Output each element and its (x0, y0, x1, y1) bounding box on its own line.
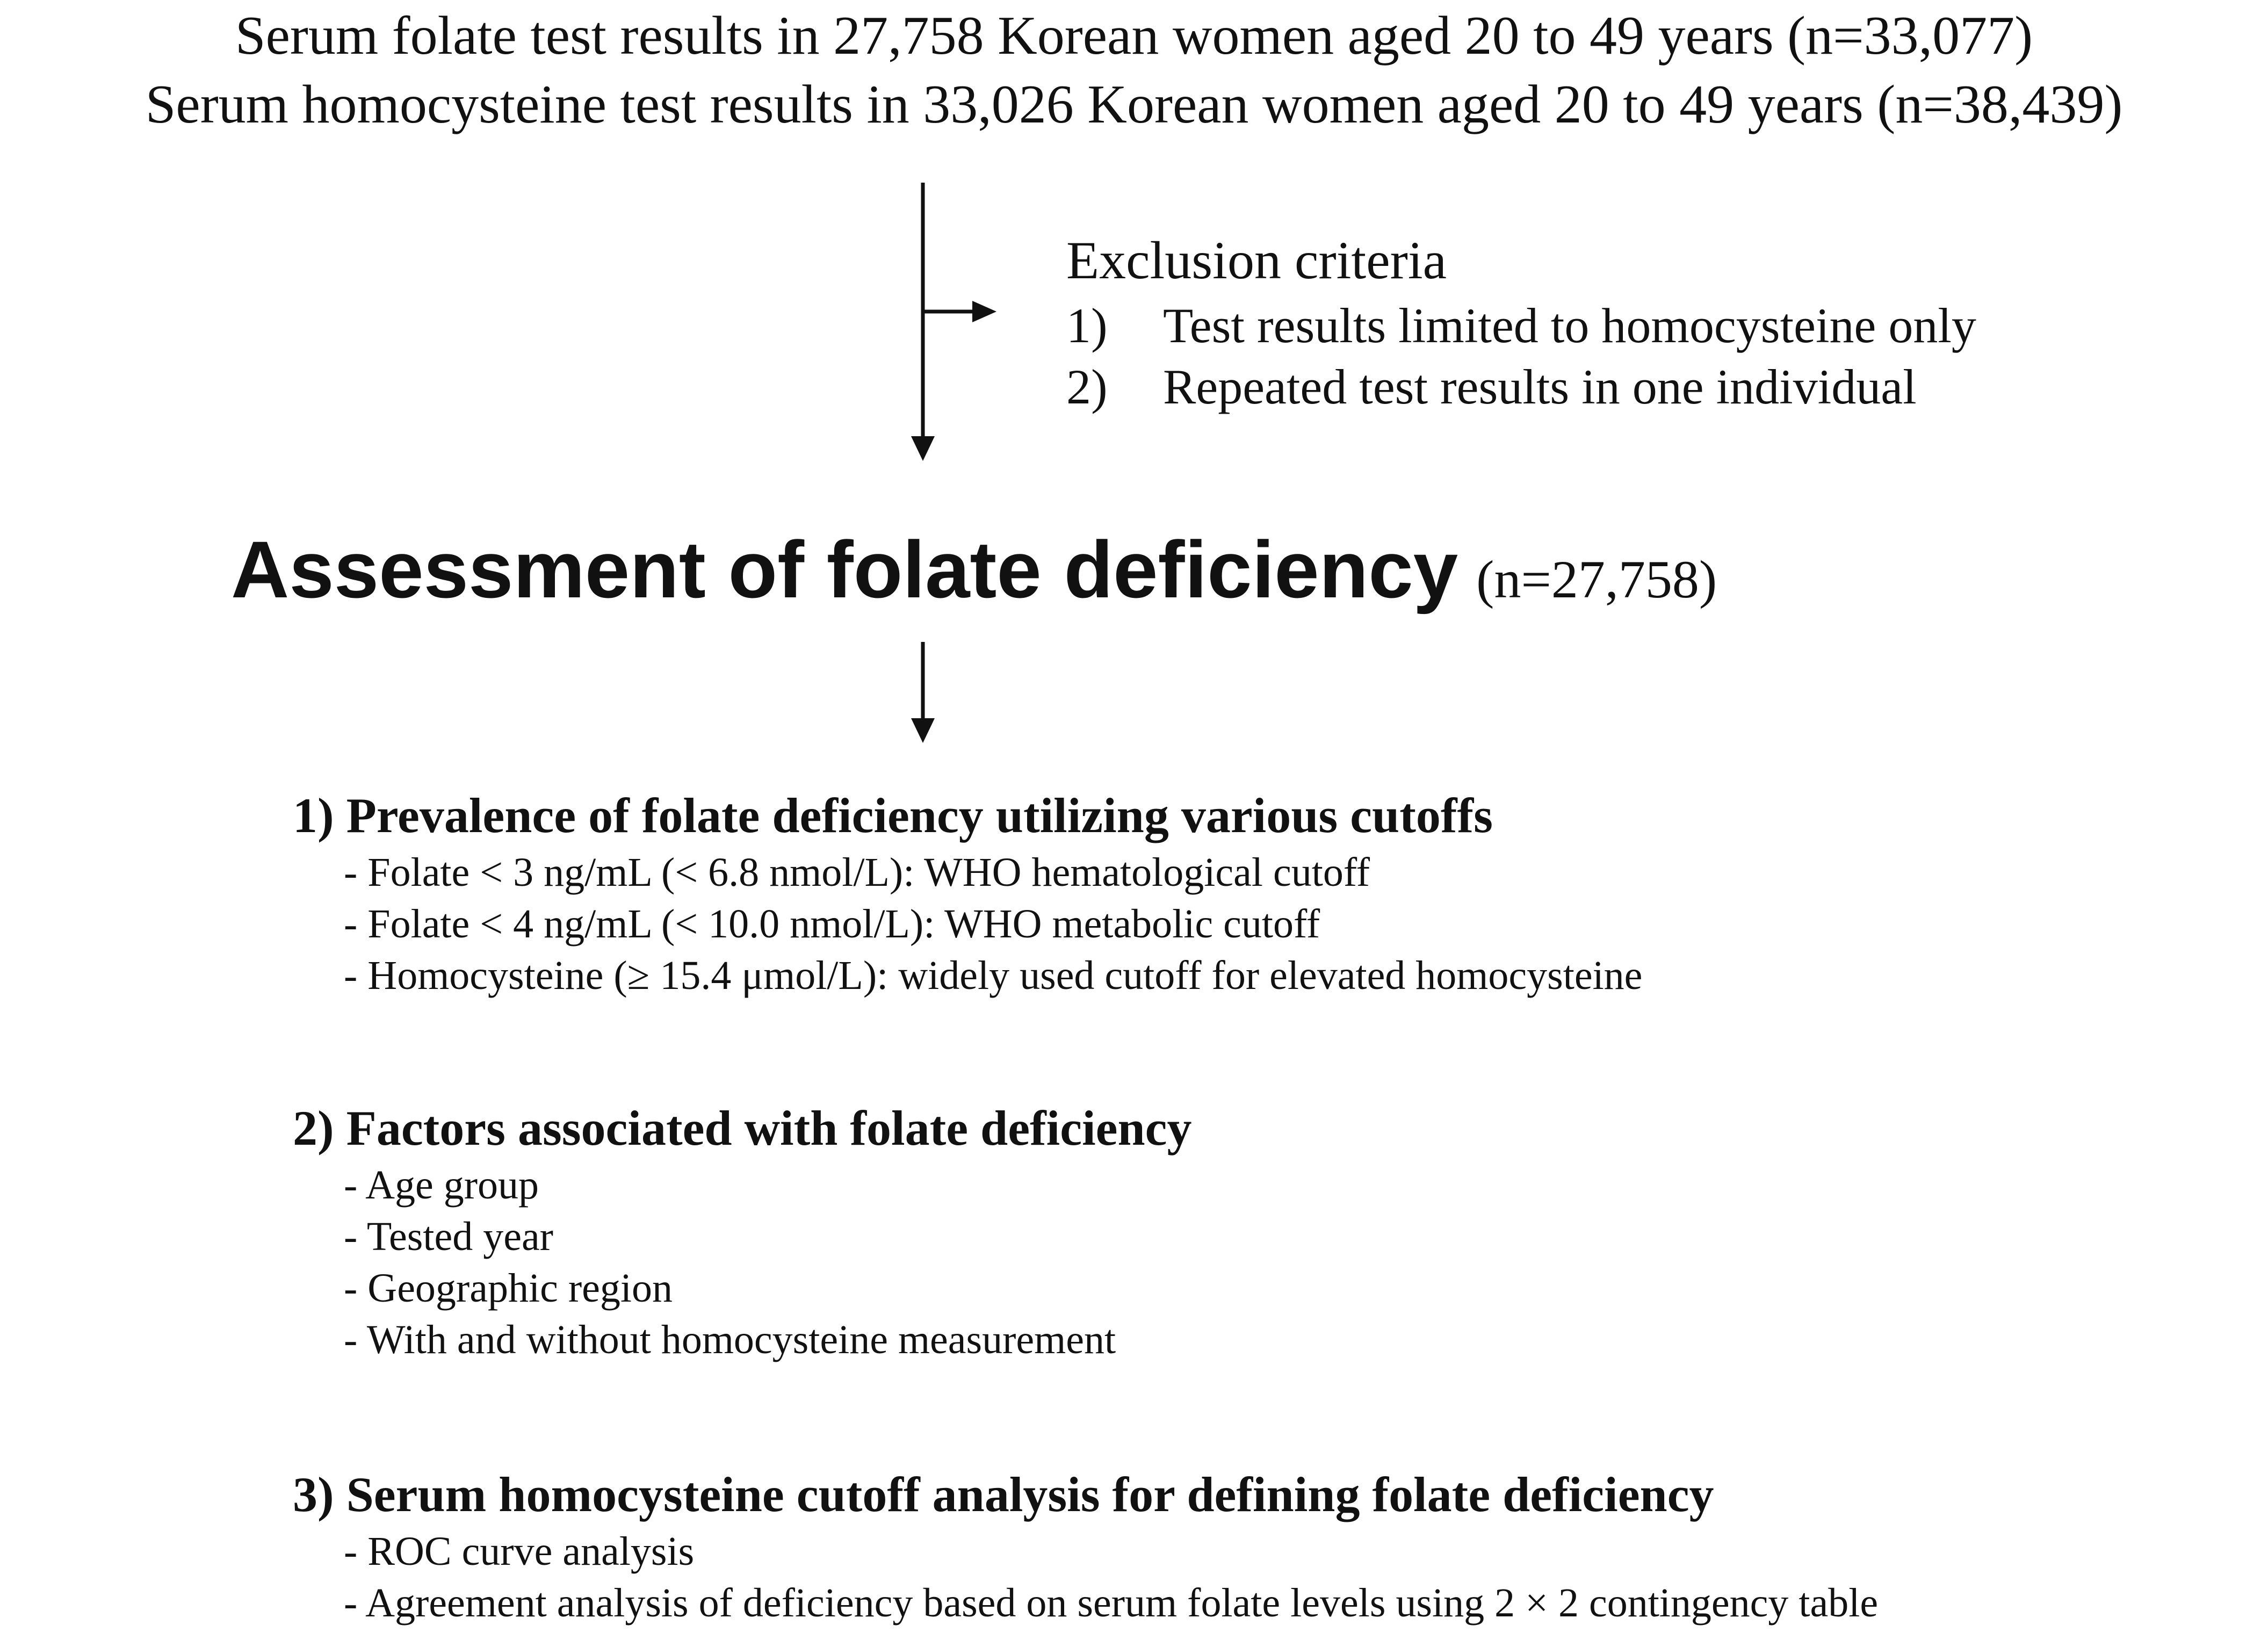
section-bullet: - Geographic region (344, 1266, 673, 1311)
section-title-prevalence: 1) Prevalence of folate deficiency utilizing various cutoffs (293, 788, 1493, 843)
homocysteine-source-line: Serum homocysteine test results in 33,026 Korean women aged 20 to 49 years (n=38,439) (145, 74, 2123, 135)
section-bullet: - Homocysteine (≥ 15.4 μmol/L): widely used cutoff for elevated homocysteine (344, 953, 1643, 998)
main-flow-arrowhead (911, 436, 935, 461)
exclusion-arrowhead (972, 301, 996, 322)
section-bullet: - Age group (344, 1162, 539, 1208)
section-bullet: - Agreement analysis of deficiency based on serum folate levels using 2 × 2 contingency table (344, 1580, 1879, 1626)
exclusion-item-number: 2) (1066, 359, 1108, 414)
assessment-heading (231, 521, 1717, 644)
second-flow-arrowhead (911, 718, 935, 743)
exclusion-item-number: 1) (1066, 298, 1108, 353)
assessment-title: Assessment of folate deficiency (231, 524, 1458, 615)
section-title-factors: 2) Factors associated with folate deficiency (293, 1101, 1192, 1155)
exclusion-item-text: Test results limited to homocysteine only (1163, 298, 1976, 353)
section-bullet: - Folate < 4 ng/mL (< 10.0 nmol/L): WHO metabolic cutoff (344, 901, 1320, 947)
exclusion-item (1066, 294, 1976, 357)
folate-source-line: Serum folate test results in 27,758 Korean women aged 20 to 49 years (n=33,077) (235, 5, 2033, 66)
section-title-cutoff-analysis: 3) Serum homocysteine cutoff analysis for defining folate deficiency (293, 1467, 1714, 1522)
assessment-count: (n=27,758) (1476, 550, 1717, 609)
exclusion-item (1066, 356, 1917, 418)
section-bullet: - ROC curve analysis (344, 1529, 695, 1574)
exclusion-item-text: Repeated test results in one individual (1163, 359, 1917, 414)
section-bullet: - Tested year (344, 1214, 553, 1259)
exclusion-criteria-title: Exclusion criteria (1066, 230, 1447, 290)
section-bullet: - With and without homocysteine measurement (344, 1317, 1116, 1362)
section-bullet: - Folate < 3 ng/mL (< 6.8 nmol/L): WHO hematological cutoff (344, 850, 1370, 895)
